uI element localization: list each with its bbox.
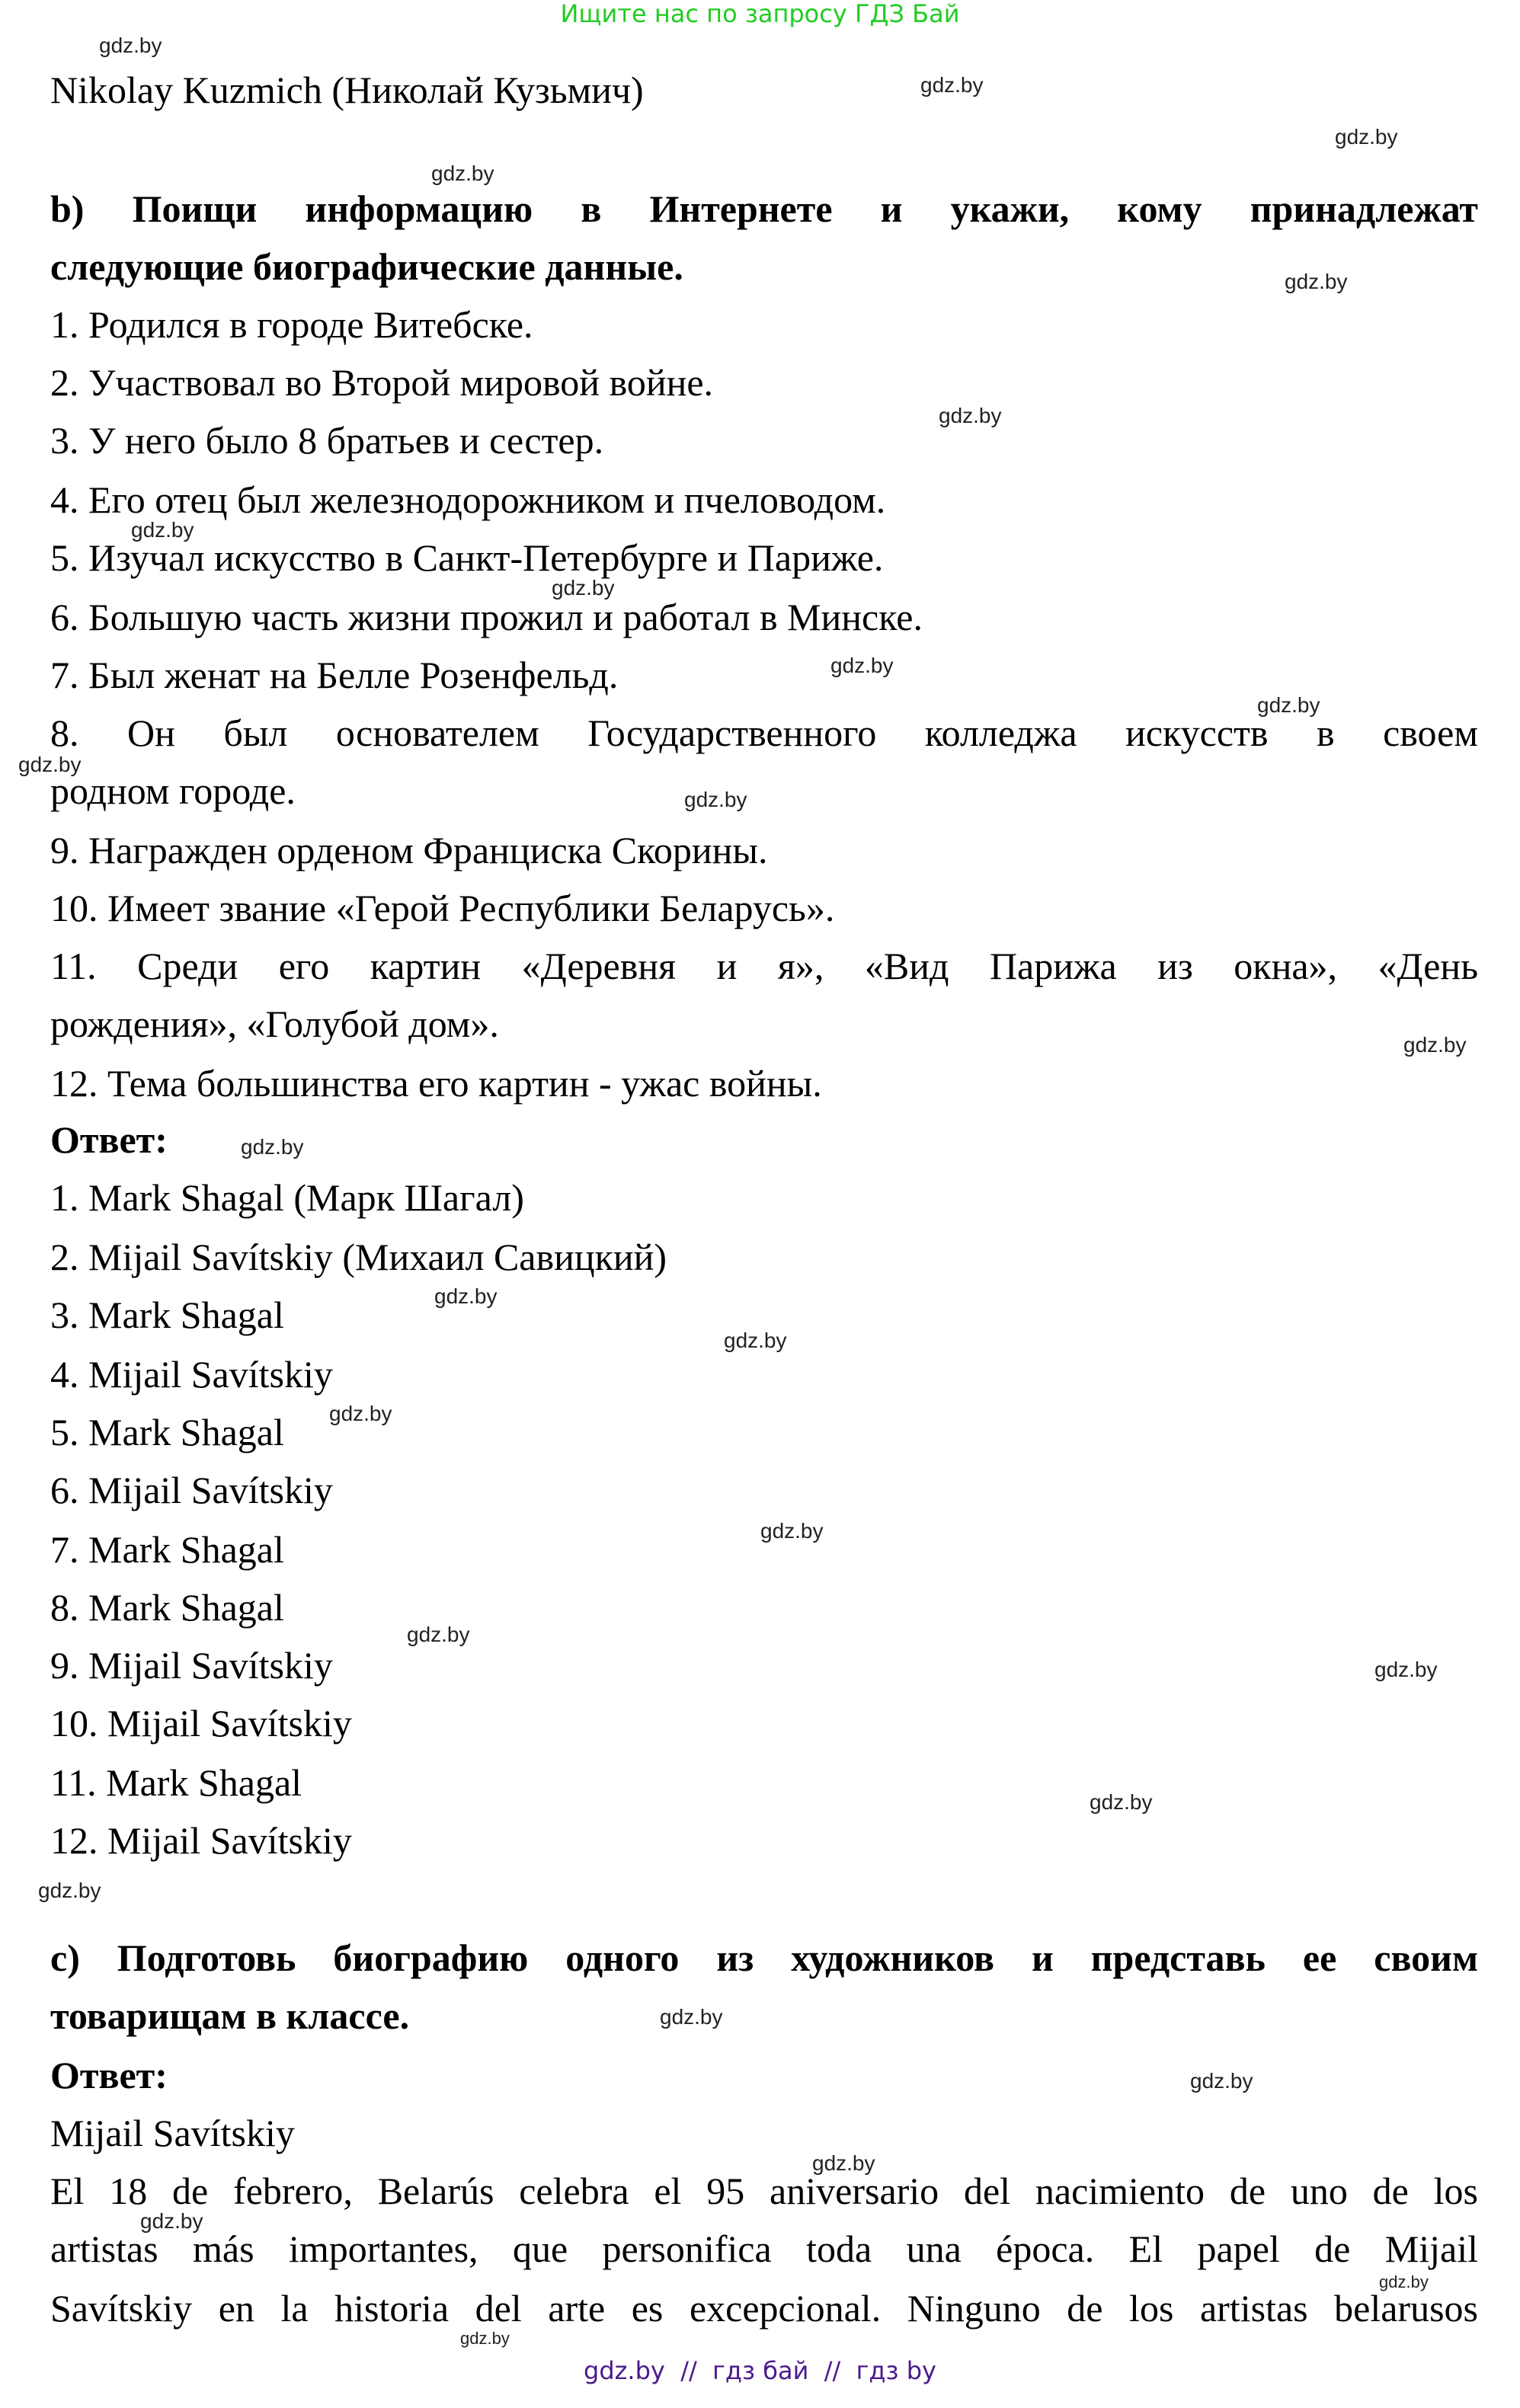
task-c-title-cont: товарищам в классе. bbox=[50, 1994, 410, 2037]
watermark: gdz.by bbox=[1190, 2069, 1253, 2093]
bio-line: Savítskiy en la historia del arte es excepcional. Ninguno de los artistas belarusos bbox=[50, 2287, 1478, 2330]
watermark: gdz.by bbox=[552, 576, 615, 600]
fact-item: 12. Тема большинства его картин - ужас войны. bbox=[50, 1062, 822, 1105]
task-b-title: b) Поищи информацию в Интернете и укажи, кому принадлежат bbox=[50, 187, 1478, 230]
fact-item: 8. Он был основателем Государственного колледжа искусств в своем bbox=[50, 712, 1478, 754]
watermark: gdz.by bbox=[660, 2005, 723, 2029]
watermark: gdz.by bbox=[140, 2209, 203, 2233]
watermark: gdz.by bbox=[760, 1519, 824, 1543]
fact-item: 3. У него было 8 братьев и сестер. bbox=[50, 419, 604, 462]
answer-item: 3. Mark Shagal bbox=[50, 1294, 284, 1336]
search-promo-banner: Ищите нас по запросу ГДЗ Бай bbox=[560, 0, 960, 28]
answer-label: Ответ: bbox=[50, 1118, 168, 1161]
watermark: gdz.by bbox=[241, 1135, 304, 1159]
watermark: gdz.by bbox=[329, 1402, 392, 1425]
fact-item-cont: родном городе. bbox=[50, 769, 296, 812]
watermark: gdz.by bbox=[131, 518, 194, 542]
answer-item: 7. Mark Shagal bbox=[50, 1528, 284, 1571]
watermark: gdz.by bbox=[1257, 693, 1320, 717]
watermark: gdz.by bbox=[939, 404, 1002, 427]
task-c-title: c) Подготовь биографию одного из художников и представь ее своим bbox=[50, 1936, 1478, 1979]
watermark: gdz.by bbox=[812, 2151, 875, 2175]
intro-line: Nikolay Kuzmich (Николай Кузьмич) bbox=[50, 69, 644, 111]
watermark: gdz.by bbox=[1335, 125, 1398, 149]
watermark: gdz.by bbox=[407, 1623, 470, 1646]
watermark: gdz.by bbox=[724, 1329, 787, 1352]
fact-item: 5. Изучал искусство в Санкт-Петербурге и Париже. bbox=[50, 536, 884, 579]
watermark: gdz.by bbox=[1403, 1033, 1467, 1057]
task-b-title-cont: следующие биографические данные. bbox=[50, 245, 683, 288]
fact-item-cont: рождения», «Голубой дом». bbox=[50, 1003, 499, 1045]
bio-line: El 18 de febrero, Belarús celebra el 95 aniversario del nacimiento de uno de los bbox=[50, 2170, 1478, 2212]
answer-item: 8. Mark Shagal bbox=[50, 1586, 284, 1629]
watermark: gdz.by bbox=[18, 753, 82, 776]
watermark: gdz.by bbox=[1285, 270, 1348, 293]
bio-line: artistas más importantes, que personifica toda una época. El papel de Mijail bbox=[50, 2227, 1478, 2270]
artist-name: Mijail Savítskiy bbox=[50, 2112, 295, 2154]
fact-item: 1. Родился в городе Витебске. bbox=[50, 303, 533, 346]
fact-item: 7. Был женат на Белле Розенфельд. bbox=[50, 654, 619, 696]
answer-item: 12. Mijail Savítskiy bbox=[50, 1819, 352, 1862]
footer-banner: gdz.by // гдз бай // гдз by bbox=[584, 2356, 936, 2385]
watermark: gdz.by bbox=[99, 34, 162, 57]
fact-item: 4. Его отец был железнодорожником и пчеловодом. bbox=[50, 478, 886, 521]
watermark: gdz.by bbox=[1374, 1658, 1438, 1681]
watermark: gdz.by bbox=[684, 788, 747, 811]
fact-item: 11. Среди его картин «Деревня и я», «Вид Парижа из окна», «День bbox=[50, 945, 1478, 987]
fact-item: 6. Большую часть жизни прожил и работал в Минске. bbox=[50, 596, 923, 638]
answer-item: 10. Mijail Savítskiy bbox=[50, 1702, 352, 1744]
watermark: gdz.by bbox=[460, 2329, 510, 2348]
watermark: gdz.by bbox=[830, 654, 894, 677]
answer-item: 9. Mijail Savítskiy bbox=[50, 1644, 333, 1687]
watermark: gdz.by bbox=[38, 1879, 101, 1902]
answer-item: 4. Mijail Savítskiy bbox=[50, 1353, 333, 1396]
answer-item: 11. Mark Shagal bbox=[50, 1761, 302, 1804]
answer-item: 6. Mijail Savítskiy bbox=[50, 1469, 333, 1511]
watermark: gdz.by bbox=[920, 73, 984, 97]
fact-item: 10. Имеет звание «Герой Республики Беларусь». bbox=[50, 887, 835, 929]
answer-item: 1. Mark Shagal (Марк Шагал) bbox=[50, 1176, 524, 1219]
watermark: gdz.by bbox=[434, 1284, 498, 1308]
answer-item: 5. Mark Shagal bbox=[50, 1411, 284, 1453]
answer-item: 2. Mijail Savítskiy (Михаил Савицкий) bbox=[50, 1236, 667, 1278]
watermark: gdz.by bbox=[1090, 1790, 1153, 1814]
fact-item: 9. Награжден орденом Франциска Скорины. bbox=[50, 829, 768, 871]
watermark: gdz.by bbox=[1379, 2272, 1429, 2291]
watermark: gdz.by bbox=[431, 161, 494, 185]
answer-label: Ответ: bbox=[50, 2054, 168, 2096]
fact-item: 2. Участвовал во Второй мировой войне. bbox=[50, 361, 714, 404]
